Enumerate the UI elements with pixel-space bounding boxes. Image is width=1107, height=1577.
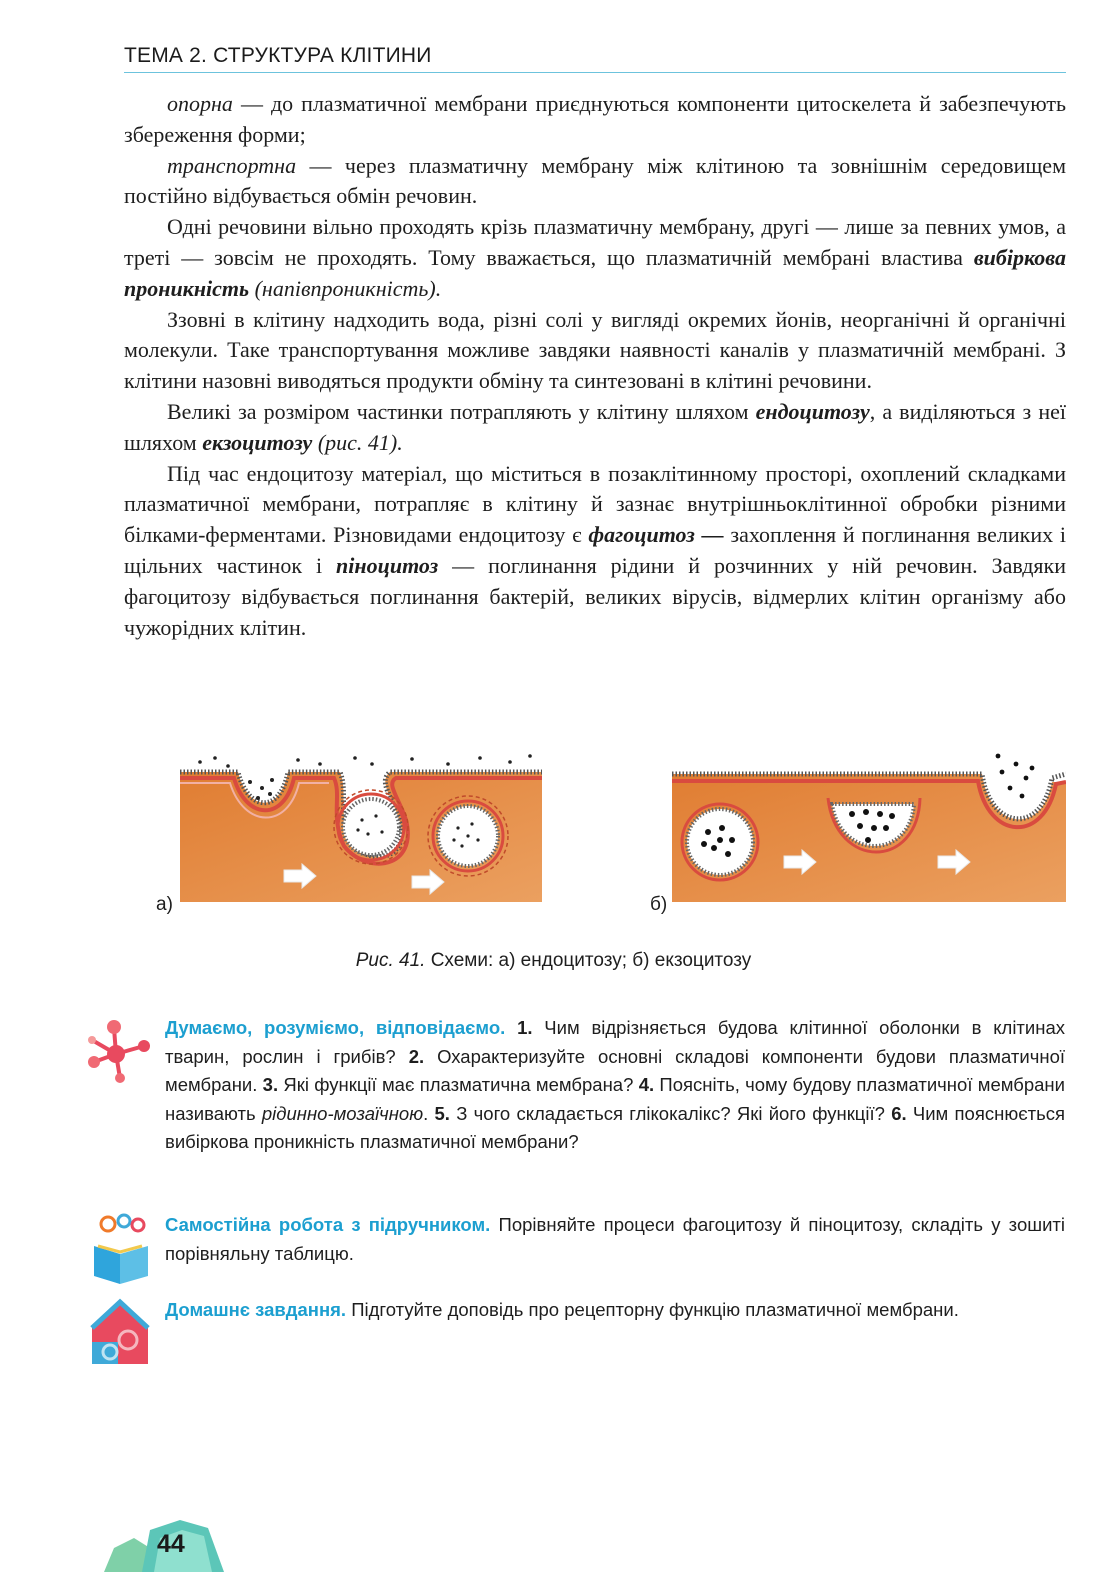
term-exocytosis: екзоцитозу bbox=[202, 429, 313, 455]
caption-text: Схеми: а) ендоцитозу; б) екзоцитозу bbox=[425, 950, 752, 971]
question-number: 1. bbox=[517, 1017, 533, 1038]
caption-label: Рис. 41. bbox=[355, 950, 426, 971]
page-number: 44 bbox=[157, 1530, 185, 1558]
paragraph-support bbox=[124, 89, 1066, 151]
term-phagocytosis: фагоцитоз — bbox=[588, 522, 724, 548]
question-number: 4. bbox=[638, 1074, 655, 1095]
paragraph-transport-channels: Ззовні в клітину надходить вода, різні солі у вигляді окремих йонів, неорганічні й органічні молекули. Таке транспортування можливе завдяки наявності каналів у плазматичній мембрані. З клітини назовні виводяться продукти обміну та синтезовані в клітині речовини. bbox=[124, 306, 1066, 394]
question-number: 5. bbox=[434, 1102, 450, 1124]
paragraph-text: — через плазматичну мембрану між клітиною та зовнішнім середовищем постійно відбувається обмін речовин. bbox=[124, 152, 1066, 209]
task-think-heading: Думаємо, розуміємо, відповідаємо. bbox=[165, 1017, 506, 1038]
question-text: Які функції має плазматична мембрана? bbox=[278, 1074, 639, 1095]
paragraph-permeability bbox=[124, 212, 1066, 304]
question-text: З чого складається глікокалікс? Які його функції? bbox=[449, 1102, 892, 1124]
question-text: Охарактеризуйте основні складові компоненти будови плазматичної мембрани. bbox=[165, 1045, 1065, 1095]
question-number: 2. bbox=[408, 1045, 425, 1067]
molecule-icon bbox=[86, 1018, 152, 1089]
question-italic-term: рідинно-мозаїчною bbox=[261, 1102, 424, 1124]
task-self-text: Порівняйте процеси фагоцитозу й піноцитозу, складіть у зошиті порівняльну таблицю. bbox=[165, 1214, 1065, 1264]
question-number: 3. bbox=[262, 1074, 279, 1095]
task-self-study bbox=[165, 1211, 1065, 1268]
question-text: Чим відрізняється будова клітинної оболонки в клітинах тварин, рослин і грибів? bbox=[165, 1017, 1065, 1067]
task-think bbox=[165, 1014, 1065, 1157]
task-home-heading: Домашнє завдання. bbox=[165, 1299, 347, 1320]
term-support: опорна bbox=[167, 91, 233, 116]
paragraph-text: , а виділяються з неї шляхом bbox=[124, 398, 1066, 455]
house-gears-icon bbox=[88, 1298, 152, 1373]
paragraph-text: захоплення й поглинання великих і щільних частинок і bbox=[124, 522, 1066, 578]
term-selective-permeability: вибіркова проникність bbox=[124, 244, 1066, 301]
figure-reference: (рис. 41). bbox=[312, 429, 403, 455]
figure-exocytosis bbox=[672, 752, 1066, 904]
term-transport: транспортна bbox=[167, 152, 297, 178]
paragraph-endo-exo bbox=[124, 397, 1066, 459]
term-semipermeability: (напівпроникність). bbox=[249, 275, 442, 301]
figure-label-a: а) bbox=[156, 894, 173, 915]
figure-label-b: б) bbox=[650, 894, 668, 915]
paragraph-text: Одні речовини вільно проходять крізь плазматичну мембрану, другі — лише за певних умов, а треті — зовсім не проходять. Тому вважається, що плазматичній мембрані властива bbox=[124, 214, 1066, 270]
figure-caption bbox=[0, 950, 1107, 972]
term-pinocytosis: піноцитоз bbox=[336, 552, 439, 578]
question-number: 6. bbox=[891, 1102, 907, 1124]
book-gears-icon bbox=[88, 1212, 152, 1291]
paragraph-text: — поглинання рідини й розчинних у ній речовин. Завдяки фагоцитозу відбувається поглинання бактерій, великих вірусів, відмерлих клітин організму або чужорідних клітин. bbox=[124, 552, 1066, 640]
task-homework bbox=[165, 1296, 1065, 1325]
running-header: ТЕМА 2. СТРУКТУРА КЛІТИНИ bbox=[124, 44, 1066, 73]
term-endocytosis: ендоцитозу bbox=[755, 398, 870, 424]
paragraph-endocytosis-types bbox=[124, 459, 1066, 644]
paragraph-text: — до плазматичної мембрани приєднуються компоненти цитоскелета й забезпечують збереження форми; bbox=[124, 91, 1066, 147]
body-text bbox=[124, 89, 1066, 643]
figure-endocytosis bbox=[180, 752, 542, 904]
question-text: Поясніть, чому будову плазматичної мембрани називають bbox=[165, 1074, 1065, 1124]
question-text: Чим пояснюється вибіркова проникність плазматичної мембрани? bbox=[165, 1102, 1066, 1152]
question-text: . bbox=[423, 1102, 435, 1124]
paragraph-transport bbox=[124, 151, 1066, 213]
paragraph-text: Великі за розміром частинки потрапляють у клітину шляхом bbox=[167, 398, 756, 424]
task-home-text: Підготуйте доповідь про рецепторну функцію плазматичної мембрани. bbox=[346, 1299, 959, 1320]
task-self-heading: Самостійна робота з підручником. bbox=[165, 1214, 491, 1235]
paragraph-text: Під час ендоцитозу матеріал, що міститься в позаклітинному просторі, охоплений складками плазматичної мембрани, потрапляє в клітину й зазнає внутрішньоклітинної обробки різними білками-ферментами. Різновидами ендоцитозу є bbox=[124, 460, 1066, 548]
